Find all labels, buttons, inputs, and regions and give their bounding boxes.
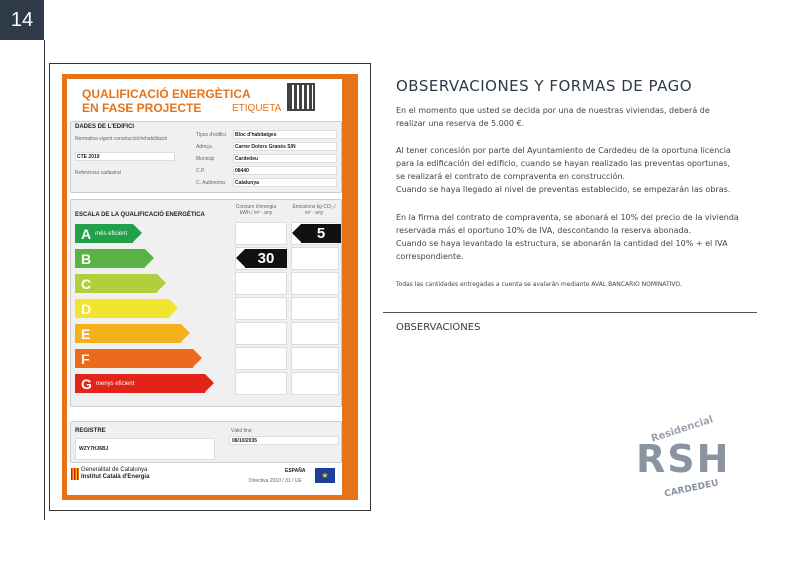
field-value-3: 08440 [235, 168, 249, 174]
consumo-pointer [245, 249, 287, 268]
label-etiqueta: ETIQUETA [232, 103, 282, 114]
class-note-g: menys eficient [95, 380, 135, 387]
field-value-4: Catalunya [235, 180, 259, 186]
logo-top-text: Residencial [649, 414, 715, 445]
normativa-value: CTE 2019 [77, 154, 100, 160]
label-title-line1: QUALIFICACIÓ ENERGÈTICA [82, 87, 251, 101]
gencat-logo-icon [71, 468, 79, 480]
emissions-pointer-tip [292, 224, 301, 242]
paragraph-licencia: Al tener concesión por parte del Ayuntamiento de Cardedeu de la oportuna licencia para la edificación del edificio, cuando se hayan realizado las preventas oportunas, se realizará el contrato de compraventa en construcción. [396, 146, 731, 181]
class-bar-b [75, 249, 145, 268]
class-letter-f: F [81, 350, 90, 367]
bar-tip-d [169, 299, 178, 317]
scale-title: ESCALA DE LA QUALIFICACIÓ ENERGÈTICA [75, 212, 205, 218]
emissions-pointer [301, 224, 341, 243]
normativa-label: Normativa vigent construcció/rehabilitació [75, 136, 168, 142]
class-bar-d [75, 299, 169, 318]
consumo-cell-a [235, 222, 287, 245]
label-title-line2: EN FASE PROJECTE [82, 101, 202, 115]
section-divider [383, 312, 757, 313]
valid-label: Vàlid fins: [231, 428, 253, 434]
field-label-0: Tipus d'edifici [196, 132, 226, 138]
class-letter-b: B [81, 250, 92, 267]
gencat-line2: Institut Català d'Energia [81, 474, 150, 480]
class-letter-c: C [81, 275, 92, 292]
valid-value: 08/10/2035 [232, 438, 258, 444]
country-label: ESPAÑA [285, 468, 306, 474]
bar-tip-e [181, 324, 190, 342]
class-letter-e: E [81, 325, 91, 342]
emissions-cell-c [291, 272, 339, 295]
building-section-title: DADES DE L'EDIFICI [75, 124, 135, 130]
registre-box [70, 421, 342, 463]
observaciones-title: OBSERVACIONES [396, 322, 481, 333]
field-value-0: Bloc d'habitatges [235, 132, 277, 138]
class-letter-g: G [81, 375, 92, 392]
consumo-value: 30 [257, 250, 275, 267]
registre-value: WZY7HJ6BJ [79, 446, 109, 452]
paragraph-obras: Cuando se haya llegado al nivel de preventas establecido, se empezarán las obras. [396, 185, 731, 194]
emissions-cell-d [291, 297, 339, 320]
class-bar-f [75, 349, 193, 368]
col-emissions-header: Emissions kg CO₂ / m² · any [292, 204, 336, 216]
bar-tip-c [157, 274, 166, 292]
emissions-cell-e [291, 322, 339, 345]
consumo-cell-e [235, 322, 287, 345]
class-bar-a [75, 224, 133, 243]
class-bar-c [75, 274, 157, 293]
paragraph-reserva: En el momento que usted se decida por una de nuestras viviendas, deberá de realizar una reserva de 5.000 €. [396, 106, 710, 128]
class-letter-a: A [81, 225, 92, 242]
paragraph-estructura: Cuando se haya levantado la estructura, se abonarán la cantidad del 10% + el IVA correspondiente. [396, 239, 728, 261]
field-value-1: Carrer Dolors Granés S/N [235, 144, 296, 150]
field-label-2: Municipi [196, 156, 215, 162]
emissions-cell-f [291, 347, 339, 370]
field-label-4: C. Autònoma [196, 180, 225, 186]
class-bar-e [75, 324, 181, 343]
col-consumo-header: Consum d'energia kWh / m² · any [235, 204, 277, 216]
gencat-text [81, 467, 149, 481]
ref-cadastral-label: Referència cadastral [75, 170, 121, 176]
aval-note: Todas las cantidades entregadas a cuenta se avalarán mediante AVAL BANCARIO NOMINATIVO. [396, 281, 682, 288]
consumo-cell-d [235, 297, 287, 320]
gencat-line1: Generalitat de Catalunya [81, 467, 148, 473]
paragraph-compraventa: En la firma del contrato de compraventa, se abonará el 10% del precio de la vivienda reservada más el oportuno 10% de IVA, descontando la reserva abonada. [396, 213, 739, 235]
field-value-2: Cardedeu [235, 156, 259, 162]
class-letter-d: D [81, 300, 92, 317]
eu-flag-icon: ★ [315, 468, 335, 483]
bar-tip-b [145, 249, 154, 267]
vertical-divider [44, 40, 45, 520]
class-bar-g [75, 374, 205, 393]
consumo-cell-f [235, 347, 287, 370]
bar-tip-g [205, 374, 214, 392]
qr-code-icon [287, 83, 315, 111]
class-note-a: més eficient [95, 230, 128, 237]
emissions-value: 5 [316, 225, 326, 242]
registre-label: REGISTRE [75, 428, 106, 434]
building-data-box [70, 121, 342, 193]
payment-section-title: OBSERVACIONES Y FORMAS DE PAGO [396, 77, 693, 95]
field-label-1: Adreça [196, 144, 212, 150]
page-number: 14 [0, 0, 44, 40]
emissions-cell-b [291, 247, 339, 270]
bar-tip-a [133, 224, 142, 242]
field-label-3: C.P. [196, 168, 206, 174]
directive-label: Directiva 2010 / 31 / UE [249, 478, 302, 484]
consumo-cell-c [235, 272, 287, 295]
consumo-cell-g [235, 372, 287, 395]
energy-scale-box [70, 199, 342, 407]
logo-main-text: RSH [636, 437, 731, 481]
logo-city-text: CARDEDEU [663, 478, 720, 500]
consumo-pointer-tip [236, 249, 245, 267]
bar-tip-f [193, 349, 202, 367]
emissions-cell-g [291, 372, 339, 395]
energy-label [62, 74, 358, 500]
